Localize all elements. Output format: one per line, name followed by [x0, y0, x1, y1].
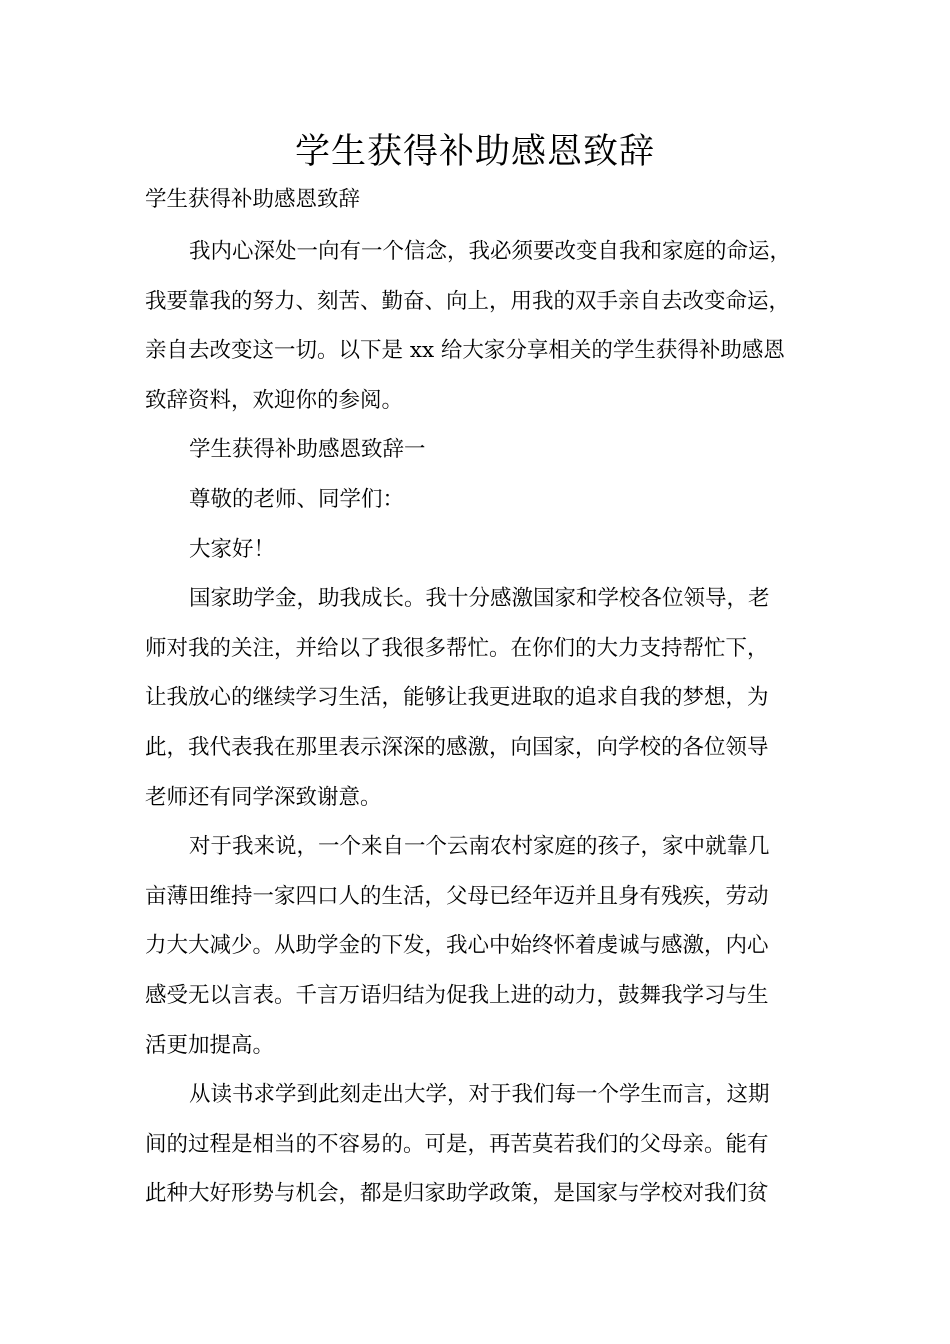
text-line: 从读书求学到此刻走出大学，对于我们每一个学生而言，这期	[189, 1082, 770, 1108]
document-title: 学生获得补助感恩致辞	[294, 132, 655, 172]
text-line: 师对我的关注，并给以了我很多帮忙。在你们的大力支持帮忙下，	[145, 635, 769, 661]
text-line: 活更加提高。	[145, 1032, 275, 1058]
text-line: 让我放心的继续学习生活，能够让我更进取的追求自我的梦想，为	[145, 685, 769, 711]
body-lines	[145, 227, 835, 1219]
text-line: 力大大减少。从助学金的下发，我心中始终怀着虔诚与感激，内心	[145, 933, 769, 959]
text-line: 亲自去改变这一切。以下是 xx 给大家分享相关的学生获得补助感恩	[145, 338, 785, 364]
document-body	[145, 180, 835, 1219]
document-subtitle: 学生获得补助感恩致辞	[145, 187, 361, 212]
text-line: 间的过程是相当的不容易的。可是，再苦莫若我们的父母亲。能有	[145, 1131, 769, 1157]
text-line: 我要靠我的努力、刻苦、勤奋、向上，用我的双手亲自去改变命运，	[145, 288, 791, 314]
text-line: 感受无以言表。千言万语归结为促我上进的动力，鼓舞我学习与生	[145, 982, 769, 1008]
text-line: 对于我来说，一个来自一个云南农村家庭的孩子，家中就靠几	[189, 834, 770, 860]
text-line: 国家助学金，助我成长。我十分感激国家和学校各位领导，老	[189, 586, 770, 612]
text-line: 老师还有同学深致谢意。	[145, 784, 382, 810]
text-line: 此，我代表我在那里表示深深的感激，向国家，向学校的各位领导	[145, 734, 769, 760]
text-line: 大家好！	[189, 536, 276, 562]
text-line: 此种大好形势与机会，都是归家助学政策，是国家与学校对我们贫	[145, 1181, 769, 1207]
text-line: 致辞资料，欢迎你的参阅。	[145, 387, 404, 413]
text-line: 亩薄田维持一家四口人的生活，父母已经年迈并且身有残疾，劳动	[145, 883, 769, 909]
text-line: 学生获得补助感恩致辞一	[189, 437, 426, 463]
text-line: 尊敬的老师、同学们：	[189, 486, 405, 512]
text-line: 我内心深处一向有一个信念，我必须要改变自我和家庭的命运，	[189, 239, 792, 264]
